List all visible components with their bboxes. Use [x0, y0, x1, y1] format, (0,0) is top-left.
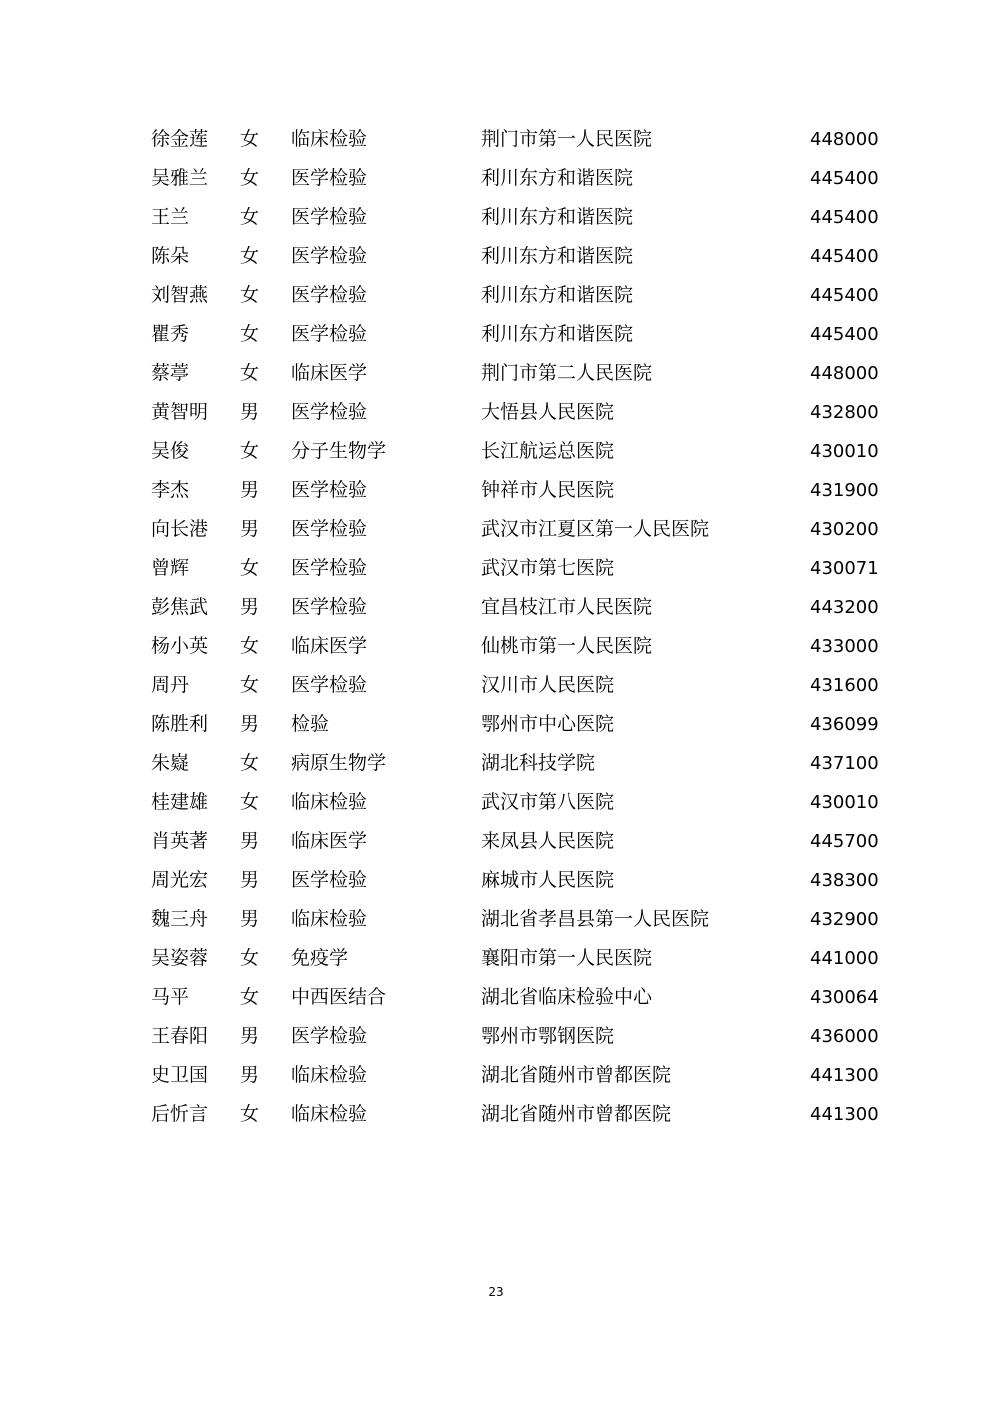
postcode-cell: 432900 — [810, 909, 879, 930]
list-row — [0, 393, 992, 432]
gender-cell: 女 — [240, 323, 260, 345]
list-row — [0, 939, 992, 978]
unit-cell: 利川东方和谐医院 — [481, 167, 634, 189]
major-cell: 检验 — [291, 713, 330, 735]
gender-cell: 女 — [240, 167, 260, 189]
list-row — [0, 237, 992, 276]
name-cell: 曾辉 — [151, 557, 190, 579]
major-cell: 医学检验 — [291, 557, 368, 579]
gender-cell: 女 — [240, 245, 260, 267]
unit-cell: 利川东方和谐医院 — [481, 323, 634, 345]
postcode-cell: 430010 — [810, 792, 879, 813]
list-row — [0, 783, 992, 822]
gender-cell: 男 — [240, 479, 260, 501]
name-cell: 周丹 — [151, 674, 190, 696]
unit-cell: 湖北省随州市曾都医院 — [481, 1064, 672, 1086]
major-cell: 医学检验 — [291, 401, 368, 423]
name-cell: 彭焦武 — [151, 596, 209, 618]
gender-cell: 女 — [240, 635, 260, 657]
page-number: 23 — [488, 1285, 504, 1299]
major-cell: 医学检验 — [291, 869, 368, 891]
list-row — [0, 120, 992, 159]
list-row — [0, 432, 992, 471]
unit-cell: 钟祥市人民医院 — [481, 479, 615, 501]
unit-cell: 鄂州市鄂钢医院 — [481, 1025, 615, 1047]
postcode-cell: 445400 — [810, 285, 879, 306]
unit-cell: 武汉市第七医院 — [481, 557, 615, 579]
postcode-cell: 445400 — [810, 168, 879, 189]
major-cell: 临床检验 — [291, 1103, 368, 1125]
gender-cell: 男 — [240, 596, 260, 618]
unit-cell: 大悟县人民医院 — [481, 401, 615, 423]
list-row — [0, 315, 992, 354]
postcode-cell: 441300 — [810, 1104, 879, 1125]
gender-cell: 男 — [240, 713, 260, 735]
unit-cell: 湖北科技学院 — [481, 752, 596, 774]
unit-cell: 宜昌枝江市人民医院 — [481, 596, 653, 618]
list-row — [0, 705, 992, 744]
list-row — [0, 276, 992, 315]
name-cell: 周光宏 — [151, 869, 209, 891]
name-cell: 吴姿蓉 — [151, 947, 209, 969]
unit-cell: 利川东方和谐医院 — [481, 284, 634, 306]
gender-cell: 女 — [240, 440, 260, 462]
major-cell: 临床检验 — [291, 908, 368, 930]
unit-cell: 湖北省临床检验中心 — [481, 986, 653, 1008]
name-cell: 陈朵 — [151, 245, 190, 267]
name-cell: 徐金莲 — [151, 128, 209, 150]
postcode-cell: 448000 — [810, 129, 879, 150]
major-cell: 临床检验 — [291, 128, 368, 150]
list-row — [0, 159, 992, 198]
list-row — [0, 822, 992, 861]
gender-cell: 男 — [240, 908, 260, 930]
postcode-cell: 430064 — [810, 987, 879, 1008]
postcode-cell: 436099 — [810, 714, 879, 735]
major-cell: 病原生物学 — [291, 752, 387, 774]
gender-cell: 女 — [240, 557, 260, 579]
list-row — [0, 627, 992, 666]
gender-cell: 男 — [240, 518, 260, 540]
major-cell: 医学检验 — [291, 518, 368, 540]
postcode-cell: 431600 — [810, 675, 879, 696]
major-cell: 临床医学 — [291, 830, 368, 852]
gender-cell: 女 — [240, 1103, 260, 1125]
major-cell: 分子生物学 — [291, 440, 387, 462]
unit-cell: 武汉市江夏区第一人民医院 — [481, 518, 710, 540]
unit-cell: 湖北省随州市曾都医院 — [481, 1103, 672, 1125]
unit-cell: 荆门市第一人民医院 — [481, 128, 653, 150]
list-row — [0, 978, 992, 1017]
unit-cell: 武汉市第八医院 — [481, 791, 615, 813]
list-row — [0, 1056, 992, 1095]
name-cell: 杨小英 — [151, 635, 209, 657]
major-cell: 医学检验 — [291, 674, 368, 696]
major-cell: 中西医结合 — [291, 986, 387, 1008]
major-cell: 医学检验 — [291, 284, 368, 306]
gender-cell: 女 — [240, 284, 260, 306]
unit-cell: 鄂州市中心医院 — [481, 713, 615, 735]
gender-cell: 女 — [240, 947, 260, 969]
postcode-cell: 431900 — [810, 480, 879, 501]
gender-cell: 男 — [240, 869, 260, 891]
name-cell: 王春阳 — [151, 1025, 209, 1047]
gender-cell: 男 — [240, 401, 260, 423]
major-cell: 医学检验 — [291, 323, 368, 345]
name-cell: 黄智明 — [151, 401, 209, 423]
postcode-cell: 433000 — [810, 636, 879, 657]
list-row — [0, 549, 992, 588]
major-cell: 医学检验 — [291, 167, 368, 189]
major-cell: 临床医学 — [291, 362, 368, 384]
major-cell: 临床检验 — [291, 1064, 368, 1086]
postcode-cell: 441300 — [810, 1065, 879, 1086]
name-cell: 王兰 — [151, 206, 190, 228]
postcode-cell: 438300 — [810, 870, 879, 891]
list-row — [0, 666, 992, 705]
list-row — [0, 900, 992, 939]
gender-cell: 女 — [240, 128, 260, 150]
list-row — [0, 1017, 992, 1056]
name-cell: 史卫国 — [151, 1064, 209, 1086]
gender-cell: 女 — [240, 752, 260, 774]
list-row — [0, 861, 992, 900]
postcode-cell: 430071 — [810, 558, 879, 579]
gender-cell: 女 — [240, 362, 260, 384]
name-cell: 马平 — [151, 986, 190, 1008]
name-cell: 肖英著 — [151, 830, 209, 852]
postcode-cell: 430010 — [810, 441, 879, 462]
postcode-cell: 445700 — [810, 831, 879, 852]
list-row — [0, 198, 992, 237]
postcode-cell: 448000 — [810, 363, 879, 384]
postcode-cell: 441000 — [810, 948, 879, 969]
gender-cell: 女 — [240, 986, 260, 1008]
name-cell: 向长港 — [151, 518, 209, 540]
gender-cell: 男 — [240, 830, 260, 852]
postcode-cell: 430200 — [810, 519, 879, 540]
gender-cell: 男 — [240, 1025, 260, 1047]
list-row — [0, 588, 992, 627]
list-row — [0, 471, 992, 510]
gender-cell: 女 — [240, 791, 260, 813]
unit-cell: 湖北省孝昌县第一人民医院 — [481, 908, 710, 930]
name-cell: 陈胜利 — [151, 713, 209, 735]
list-row — [0, 354, 992, 393]
major-cell: 免疫学 — [291, 947, 349, 969]
postcode-cell: 437100 — [810, 753, 879, 774]
major-cell: 医学检验 — [291, 206, 368, 228]
unit-cell: 荆门市第二人民医院 — [481, 362, 653, 384]
postcode-cell: 436000 — [810, 1026, 879, 1047]
member-list — [0, 120, 992, 1134]
unit-cell: 麻城市人民医院 — [481, 869, 615, 891]
postcode-cell: 443200 — [810, 597, 879, 618]
name-cell: 吴俊 — [151, 440, 190, 462]
name-cell: 桂建雄 — [151, 791, 209, 813]
major-cell: 临床医学 — [291, 635, 368, 657]
unit-cell: 利川东方和谐医院 — [481, 245, 634, 267]
postcode-cell: 445400 — [810, 246, 879, 267]
unit-cell: 仙桃市第一人民医院 — [481, 635, 653, 657]
name-cell: 朱嶷 — [151, 752, 190, 774]
name-cell: 李杰 — [151, 479, 190, 501]
unit-cell: 汉川市人民医院 — [481, 674, 615, 696]
postcode-cell: 445400 — [810, 324, 879, 345]
unit-cell: 长江航运总医院 — [481, 440, 615, 462]
gender-cell: 女 — [240, 674, 260, 696]
name-cell: 蔡葶 — [151, 362, 190, 384]
major-cell: 医学检验 — [291, 479, 368, 501]
name-cell: 吴雅兰 — [151, 167, 209, 189]
major-cell: 临床检验 — [291, 791, 368, 813]
name-cell: 刘智燕 — [151, 284, 209, 306]
postcode-cell: 445400 — [810, 207, 879, 228]
list-row — [0, 510, 992, 549]
major-cell: 医学检验 — [291, 1025, 368, 1047]
list-row — [0, 744, 992, 783]
postcode-cell: 432800 — [810, 402, 879, 423]
unit-cell: 利川东方和谐医院 — [481, 206, 634, 228]
name-cell: 瞿秀 — [151, 323, 190, 345]
name-cell: 魏三舟 — [151, 908, 209, 930]
major-cell: 医学检验 — [291, 245, 368, 267]
unit-cell: 来凤县人民医院 — [481, 830, 615, 852]
list-row — [0, 1095, 992, 1134]
gender-cell: 女 — [240, 206, 260, 228]
gender-cell: 男 — [240, 1064, 260, 1086]
major-cell: 医学检验 — [291, 596, 368, 618]
unit-cell: 襄阳市第一人民医院 — [481, 947, 653, 969]
name-cell: 后忻言 — [151, 1103, 209, 1125]
